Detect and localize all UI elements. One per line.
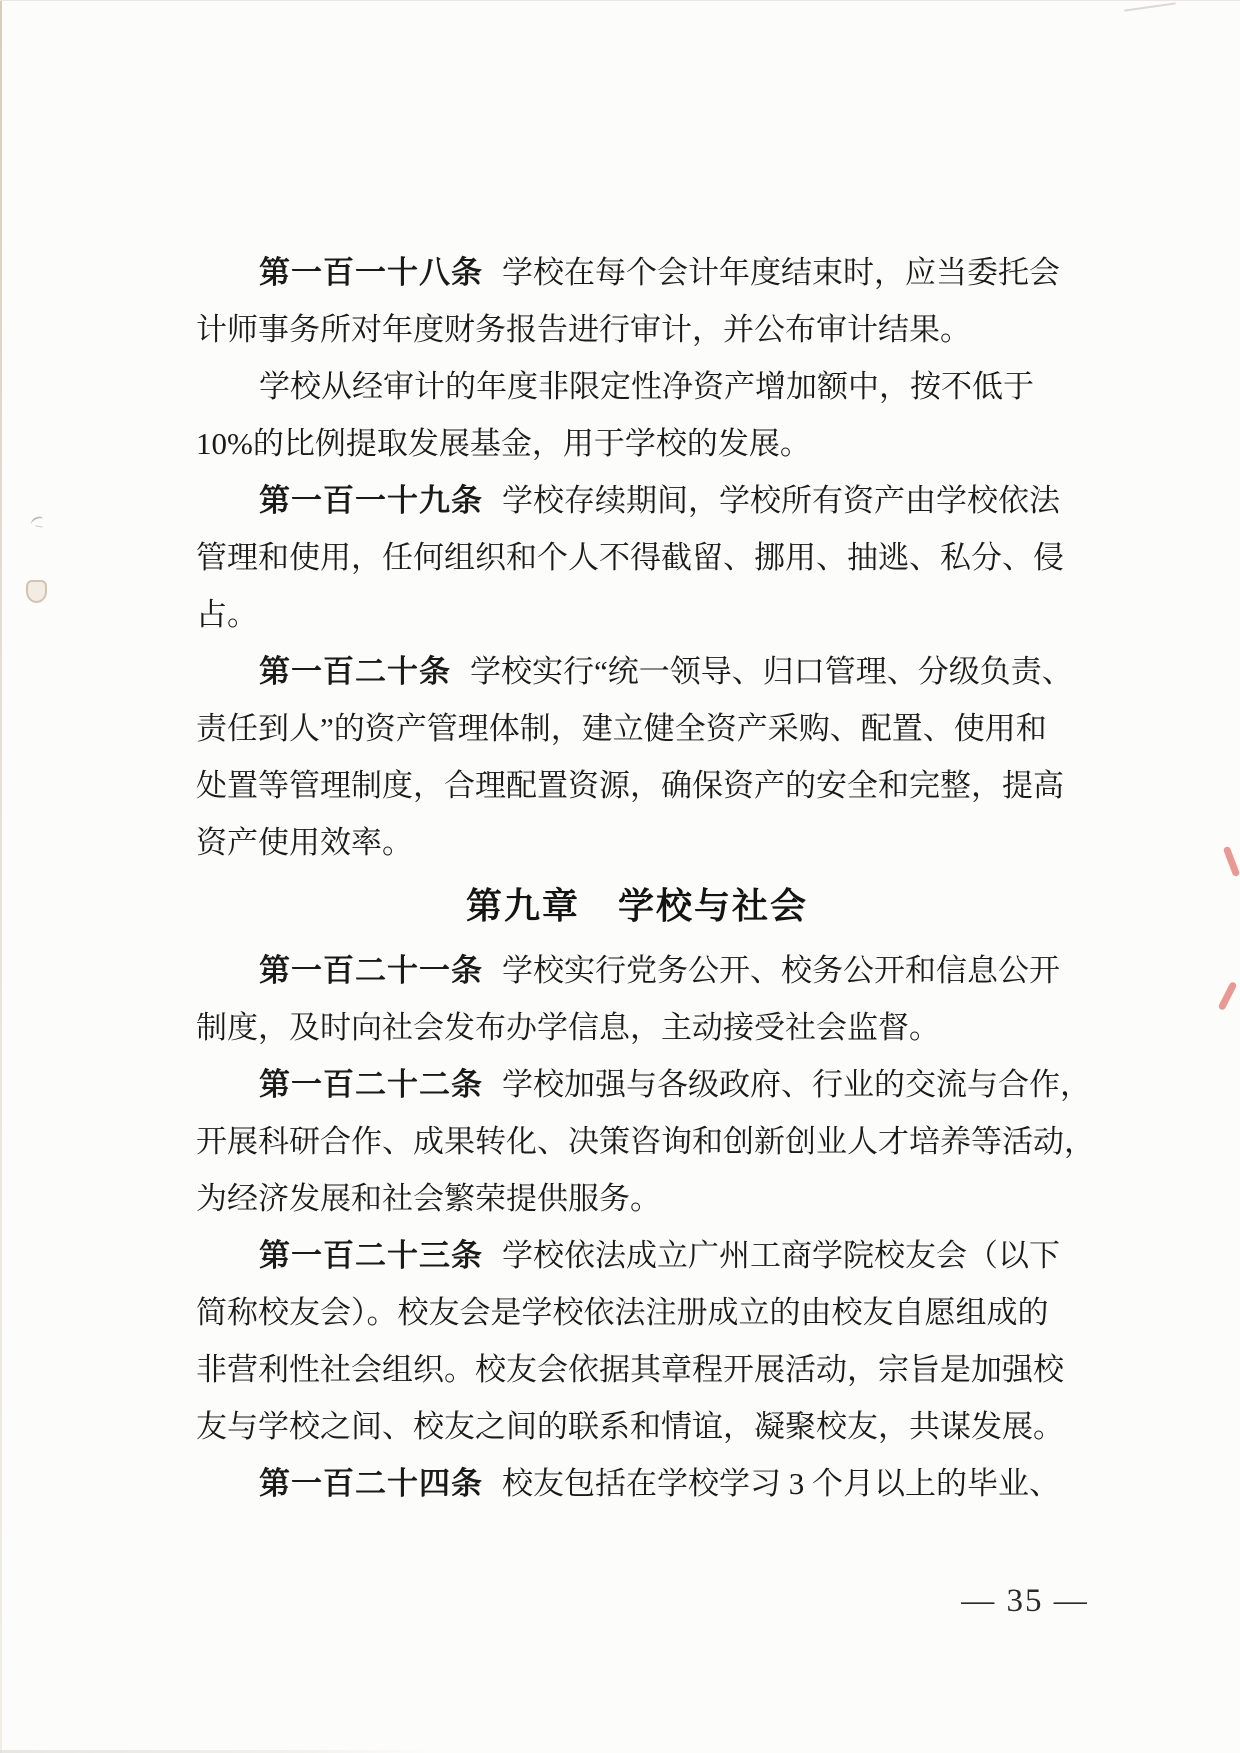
article-line-10: 处置等管理制度，合理配置资源，确保资产的安全和完整，提高 [196, 768, 1064, 803]
article-number: 第一百二十四条 [259, 1466, 483, 1501]
paper-crease-artifact [1124, 2, 1176, 11]
article-line-20: 非营利性社会组织。校友会依据其章程开展活动，宗旨是加强校 [196, 1352, 1064, 1387]
article-line-7: 占。 [196, 597, 258, 632]
chapter-heading: 第九章 学校与社会 [465, 885, 808, 926]
article-line-11: 资产使用效率。 [196, 825, 413, 860]
scan-smudge-mark [26, 580, 47, 603]
article-line-16: 开展科研合作、成果转化、决策咨询和创新创业人才培养等活动， [196, 1124, 1095, 1159]
article-line-2: 计师事务所对年度财务报告进行审计，并公布审计结果。 [196, 312, 971, 347]
article-line-6: 管理和使用，任何组织和个人不得截留、挪用、抽逃、私分、侵 [196, 540, 1064, 575]
article-line-14: 制度，及时向社会发布办学信息，主动接受社会监督。 [196, 1010, 940, 1045]
red-pen-stroke [1223, 846, 1240, 877]
article-line-1: 第一百一十八条 学校在每个会计年度结束时，应当委托会 [259, 255, 1060, 290]
article-line-9: 责任到人”的资产管理体制，建立健全资产采购、配置、使用和 [196, 711, 1047, 746]
article-line-21: 友与学校之间、校友之间的联系和情谊，凝聚校友，共谋发展。 [196, 1409, 1064, 1444]
article-line-4: 10%的比例提取发展基金，用于学校的发展。 [196, 426, 811, 461]
article-line-15: 第一百二十二条 学校加强与各级政府、行业的交流与合作， [259, 1067, 1091, 1102]
article-line-18: 第一百二十三条 学校依法成立广州工商学院校友会（以下 [259, 1238, 1060, 1273]
article-number: 第一百二十一条 [259, 953, 483, 988]
scan-smudge-mark [35, 520, 43, 527]
article-line-22: 第一百二十四条 校友包括在学校学习 3 个月以上的毕业、 [259, 1466, 1060, 1501]
article-number: 第一百二十三条 [259, 1238, 483, 1273]
article-line-17: 为经济发展和社会繁荣提供服务。 [196, 1181, 661, 1216]
red-pen-stroke [1218, 981, 1238, 1011]
article-number: 第一百一十九条 [259, 483, 483, 518]
page-number: — 35 — [961, 1583, 1089, 1619]
article-number: 第一百二十二条 [259, 1067, 483, 1102]
article-line-3: 学校从经审计的年度非限定性净资产增加额中，按不低于 [259, 369, 1034, 404]
article-number: 第一百二十条 [259, 654, 451, 689]
article-line-13: 第一百二十一条 学校实行党务公开、校务公开和信息公开 [259, 953, 1060, 988]
scan-top-edge-artifact [0, 0, 1240, 1]
article-line-19: 简称校友会）。校友会是学校依法注册成立的由校友自愿组成的 [196, 1295, 1049, 1330]
scan-left-edge-artifact [0, 0, 2, 1753]
article-line-8: 第一百二十条 学校实行“统一领导、归口管理、分级负责、 [259, 654, 1073, 689]
article-line-5: 第一百一十九条 学校存续期间，学校所有资产由学校依法 [259, 483, 1060, 518]
document-body [196, 244, 1095, 1512]
article-number: 第一百一十八条 [259, 255, 483, 290]
